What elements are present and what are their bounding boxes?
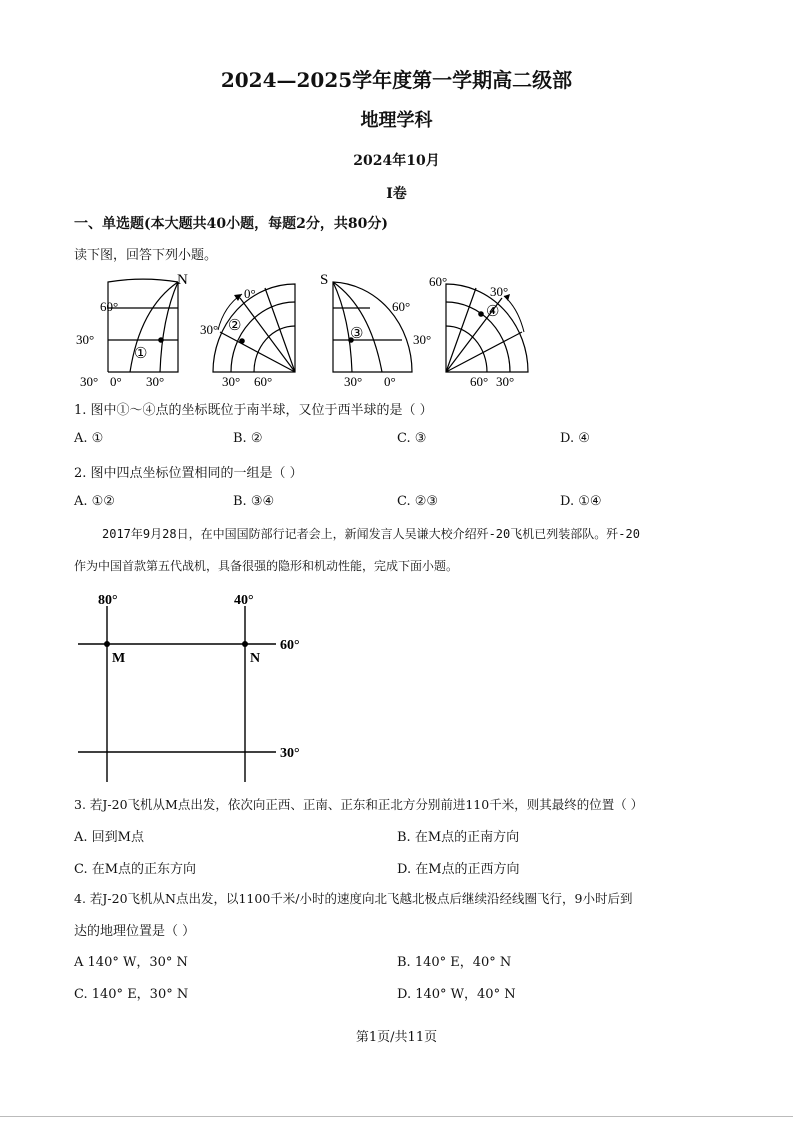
intro-text-1: 读下图，回答下列小题。 — [74, 248, 218, 263]
q2-option-d[interactable]: D. ①④ — [560, 494, 602, 509]
panel3-lon-right: 0° — [384, 374, 396, 389]
panel1-lat-upper: 60° — [100, 299, 119, 314]
panel-4 — [446, 284, 528, 372]
q1-option-a[interactable]: A. ① — [74, 431, 104, 446]
panel4-lat-outer: 60° — [429, 274, 448, 289]
q3-option-d[interactable]: D. 在M点的正西方向 — [397, 862, 520, 877]
panel3-lon-left: 30° — [344, 374, 363, 389]
graticule-figure — [70, 268, 530, 390]
q1-option-b[interactable]: B. ② — [233, 431, 263, 446]
subject-title: 地理学科 — [360, 110, 433, 131]
q3-stem: 3. 若J-20飞机从M点出发，依次向正西、正南、正东和正北方分别前进110千米，则其最终的位置（ ） — [74, 797, 644, 812]
q3-option-c[interactable]: C. 在M点的正东方向 — [74, 862, 197, 877]
panel-3 — [333, 282, 412, 372]
panel1-pole-label: N — [177, 272, 188, 288]
panel2-arrow-label: 0° — [244, 286, 256, 301]
point-n-marker — [242, 641, 248, 647]
point-m-marker — [104, 641, 110, 647]
q4-option-b[interactable]: B. 140° E，40° N — [397, 955, 512, 970]
q1-stem: 1. 图中①～④点的坐标既位于南半球，又位于西半球的是（ ） — [74, 403, 433, 418]
q3-option-b[interactable]: B. 在M点的正南方向 — [397, 830, 520, 845]
page-footer: 第1页/共11页 — [355, 1030, 438, 1045]
panel3-lat-upper: 60° — [392, 299, 411, 314]
panel1-point: ① — [134, 346, 148, 362]
q1-option-d[interactable]: D. ④ — [560, 431, 590, 446]
point-4-marker — [478, 311, 484, 317]
grid-figure — [72, 586, 312, 786]
panel3-lat-lower: 30° — [413, 332, 432, 347]
panel1-lon-mid: 0° — [110, 374, 122, 389]
q2-stem: 2. 图中四点坐标位置相同的一组是（ ） — [74, 466, 303, 481]
q3-option-a[interactable]: A. 回到M点 — [74, 830, 144, 845]
q4-option-d[interactable]: D. 140° W，40° N — [397, 987, 516, 1002]
passage-line-1: 2017年9月28日，在中国国防部行记者会上，新闻发言人吴谦大校介绍歼-20飞机已列装部队。歼-20 — [102, 527, 640, 541]
point-1-marker — [158, 337, 164, 343]
panel4-arrow-label: 30° — [490, 284, 509, 299]
panel4-lon-right: 30° — [496, 374, 515, 389]
q4-option-a[interactable]: A 140° W，30° N — [74, 955, 188, 970]
section-heading: 一、单选题(本大题共40小题，每题2分，共80分) — [74, 216, 388, 232]
grid-lon-right: 40° — [234, 593, 254, 608]
panel3-pole-label: S — [320, 272, 329, 288]
q4-stem-line-1: 4. 若J-20飞机从N点出发，以1100千米/小时的速度向北飞越北极点后继续沿经线圈飞行，9小时后到 — [74, 891, 633, 906]
panel2-lat: 30° — [200, 322, 219, 337]
q4-option-c[interactable]: C. 140° E，30° N — [74, 987, 189, 1002]
panel2-point: ② — [228, 318, 242, 334]
grid-lon-left: 80° — [98, 593, 118, 608]
panel1-lon-left: 30° — [80, 374, 99, 389]
point-2-marker — [239, 338, 245, 344]
page-bottom-rule — [0, 1116, 793, 1117]
q2-option-c[interactable]: C. ②③ — [397, 494, 439, 509]
panel4-lon-left: 60° — [470, 374, 489, 389]
panel1-lat-lower: 30° — [76, 332, 95, 347]
grid-lat-bottom: 30° — [280, 746, 300, 761]
panel2-lon-left: 30° — [222, 374, 241, 389]
exam-title: 2024—2025学年度第一学期高二级部 — [220, 68, 573, 92]
volume-label: I卷 — [386, 186, 407, 202]
panel4-point: ④ — [486, 304, 500, 320]
q4-stem-line-2: 达的地理位置是（ ） — [74, 924, 196, 939]
panel2-lon-right: 60° — [254, 374, 273, 389]
q2-option-b[interactable]: B. ③④ — [233, 494, 275, 509]
grid-lat-top: 60° — [280, 638, 300, 653]
q1-option-c[interactable]: C. ③ — [397, 431, 427, 446]
passage-line-2: 作为中国首款第五代战机，具备很强的隐形和机动性能，完成下面小题。 — [74, 559, 459, 573]
grid-point-n: N — [250, 651, 261, 666]
grid-point-m: M — [112, 651, 126, 666]
panel1-lon-right: 30° — [146, 374, 165, 389]
exam-date: 2024年10月 — [353, 153, 440, 169]
q2-option-a[interactable]: A. ①② — [74, 494, 115, 509]
panel3-point: ③ — [350, 326, 364, 342]
